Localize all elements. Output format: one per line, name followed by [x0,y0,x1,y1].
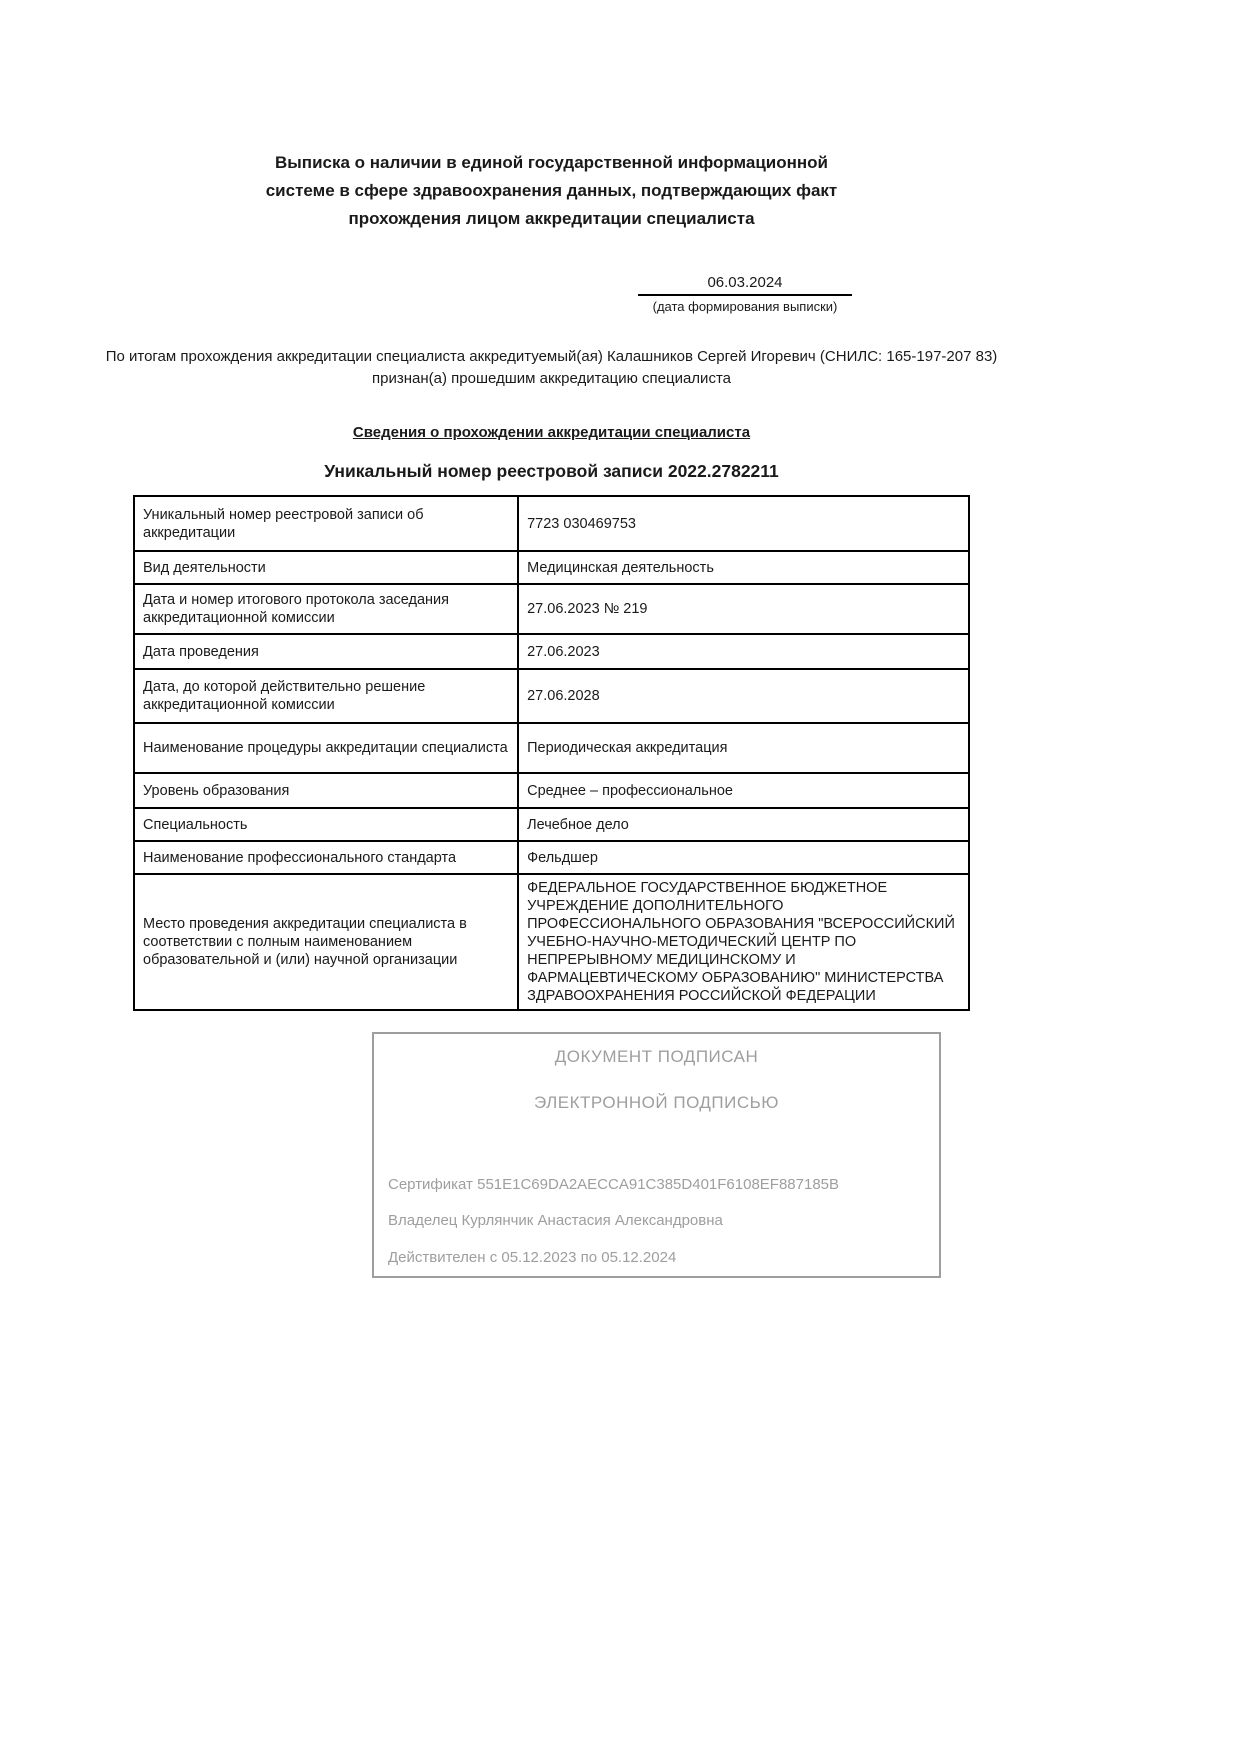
row-value: 7723 030469753 [518,496,969,551]
signature-title-line-1: ДОКУМЕНТ ПОДПИСАН [554,1047,759,1066]
registry-number-heading: Уникальный номер реестровой записи 2022.2782211 [324,461,779,481]
table-row [134,551,969,584]
row-label: Уровень образования [134,773,518,808]
table-row [134,634,969,669]
signature-block [372,1032,941,1278]
table-row [134,669,969,723]
intro-line: признан(а) прошедшим аккредитацию специалиста [372,370,731,387]
validity-line: Действителен с 05.12.2023 по 05.12.2024 [388,1249,677,1266]
row-value: Периодическая аккредитация [518,723,969,773]
row-label: Вид деятельности [134,551,518,584]
certificate-line: Сертификат 551E1C69DA2AECCA91C385D401F6108EF887185B [388,1176,840,1193]
row-value: Лечебное дело [518,808,969,841]
document-title-line: прохождения лицом аккредитации специалиста [348,209,755,228]
row-value: Среднее – профессиональное [518,773,969,808]
row-label: Дата и номер итогового протокола заседания аккредитационной комиссии [134,584,518,634]
row-label: Место проведения аккредитации специалиста в соответствии с полным наименованием образовательной и (или) научной организации [134,874,518,1010]
table-row [134,584,969,634]
document-title-line: Выписка о наличии в единой государственной информационной [275,153,828,172]
row-label: Дата проведения [134,634,518,669]
row-label: Уникальный номер реестровой записи об аккредитации [134,496,518,551]
table-row [134,496,969,551]
table-row [134,874,969,1010]
section-heading: Сведения о прохождении аккредитации специалиста [352,424,751,441]
row-label: Специальность [134,808,518,841]
table-row [134,841,969,874]
document-title-line: системе в сфере здравоохранения данных, подтверждающих факт [265,181,838,200]
accreditation-table [133,495,970,1011]
row-value: 27.06.2023 [518,634,969,669]
table-row [134,723,969,773]
signature-title-line-2: ЭЛЕКТРОННОЙ ПОДПИСЬЮ [534,1093,779,1112]
owner-line: Владелец Курлянчик Анастасия Александровна [388,1212,723,1229]
intro-paragraph [100,346,1003,390]
row-value: ФЕДЕРАЛЬНОЕ ГОСУДАРСТВЕННОЕ БЮДЖЕТНОЕ УЧРЕЖДЕНИЕ ДОПОЛНИТЕЛЬНОГО ПРОФЕССИОНАЛЬНОГО ОБРАЗОВАНИЯ "ВСЕРОССИЙСКИЙ УЧЕБНО-НАУЧНО-МЕТОДИЧЕСКИЙ ЦЕНТР ПО НЕПРЕРЫВНОМУ МЕДИЦИНСКОМУ И ФАРМАЦЕВТИЧЕСКОМУ ОБРАЗОВАНИЮ" МИНИСТЕРСТВА ЗДРАВООХРАНЕНИЯ РОССИЙСКОЙ ФЕДЕРАЦИИ [518,874,969,1010]
table-row [134,808,969,841]
row-label: Наименование процедуры аккредитации специалиста [134,723,518,773]
row-value: 27.06.2028 [518,669,969,723]
document-title [133,149,970,233]
row-label: Дата, до которой действительно решение аккредитационной комиссии [134,669,518,723]
intro-line: По итогам прохождения аккредитации специалиста аккредитуемый(ая) Калашников Сергей Игоревич (СНИЛС: 165-197-207 83) [105,348,998,365]
table-row [134,773,969,808]
row-label: Наименование профессионального стандарта [134,841,518,874]
row-value: Медицинская деятельность [518,551,969,584]
issue-date-caption: (дата формирования выписки) [652,299,838,314]
issue-date: 06.03.2024 [638,274,852,296]
issue-date-block [638,274,852,314]
row-value: 27.06.2023 № 219 [518,584,969,634]
row-value: Фельдшер [518,841,969,874]
